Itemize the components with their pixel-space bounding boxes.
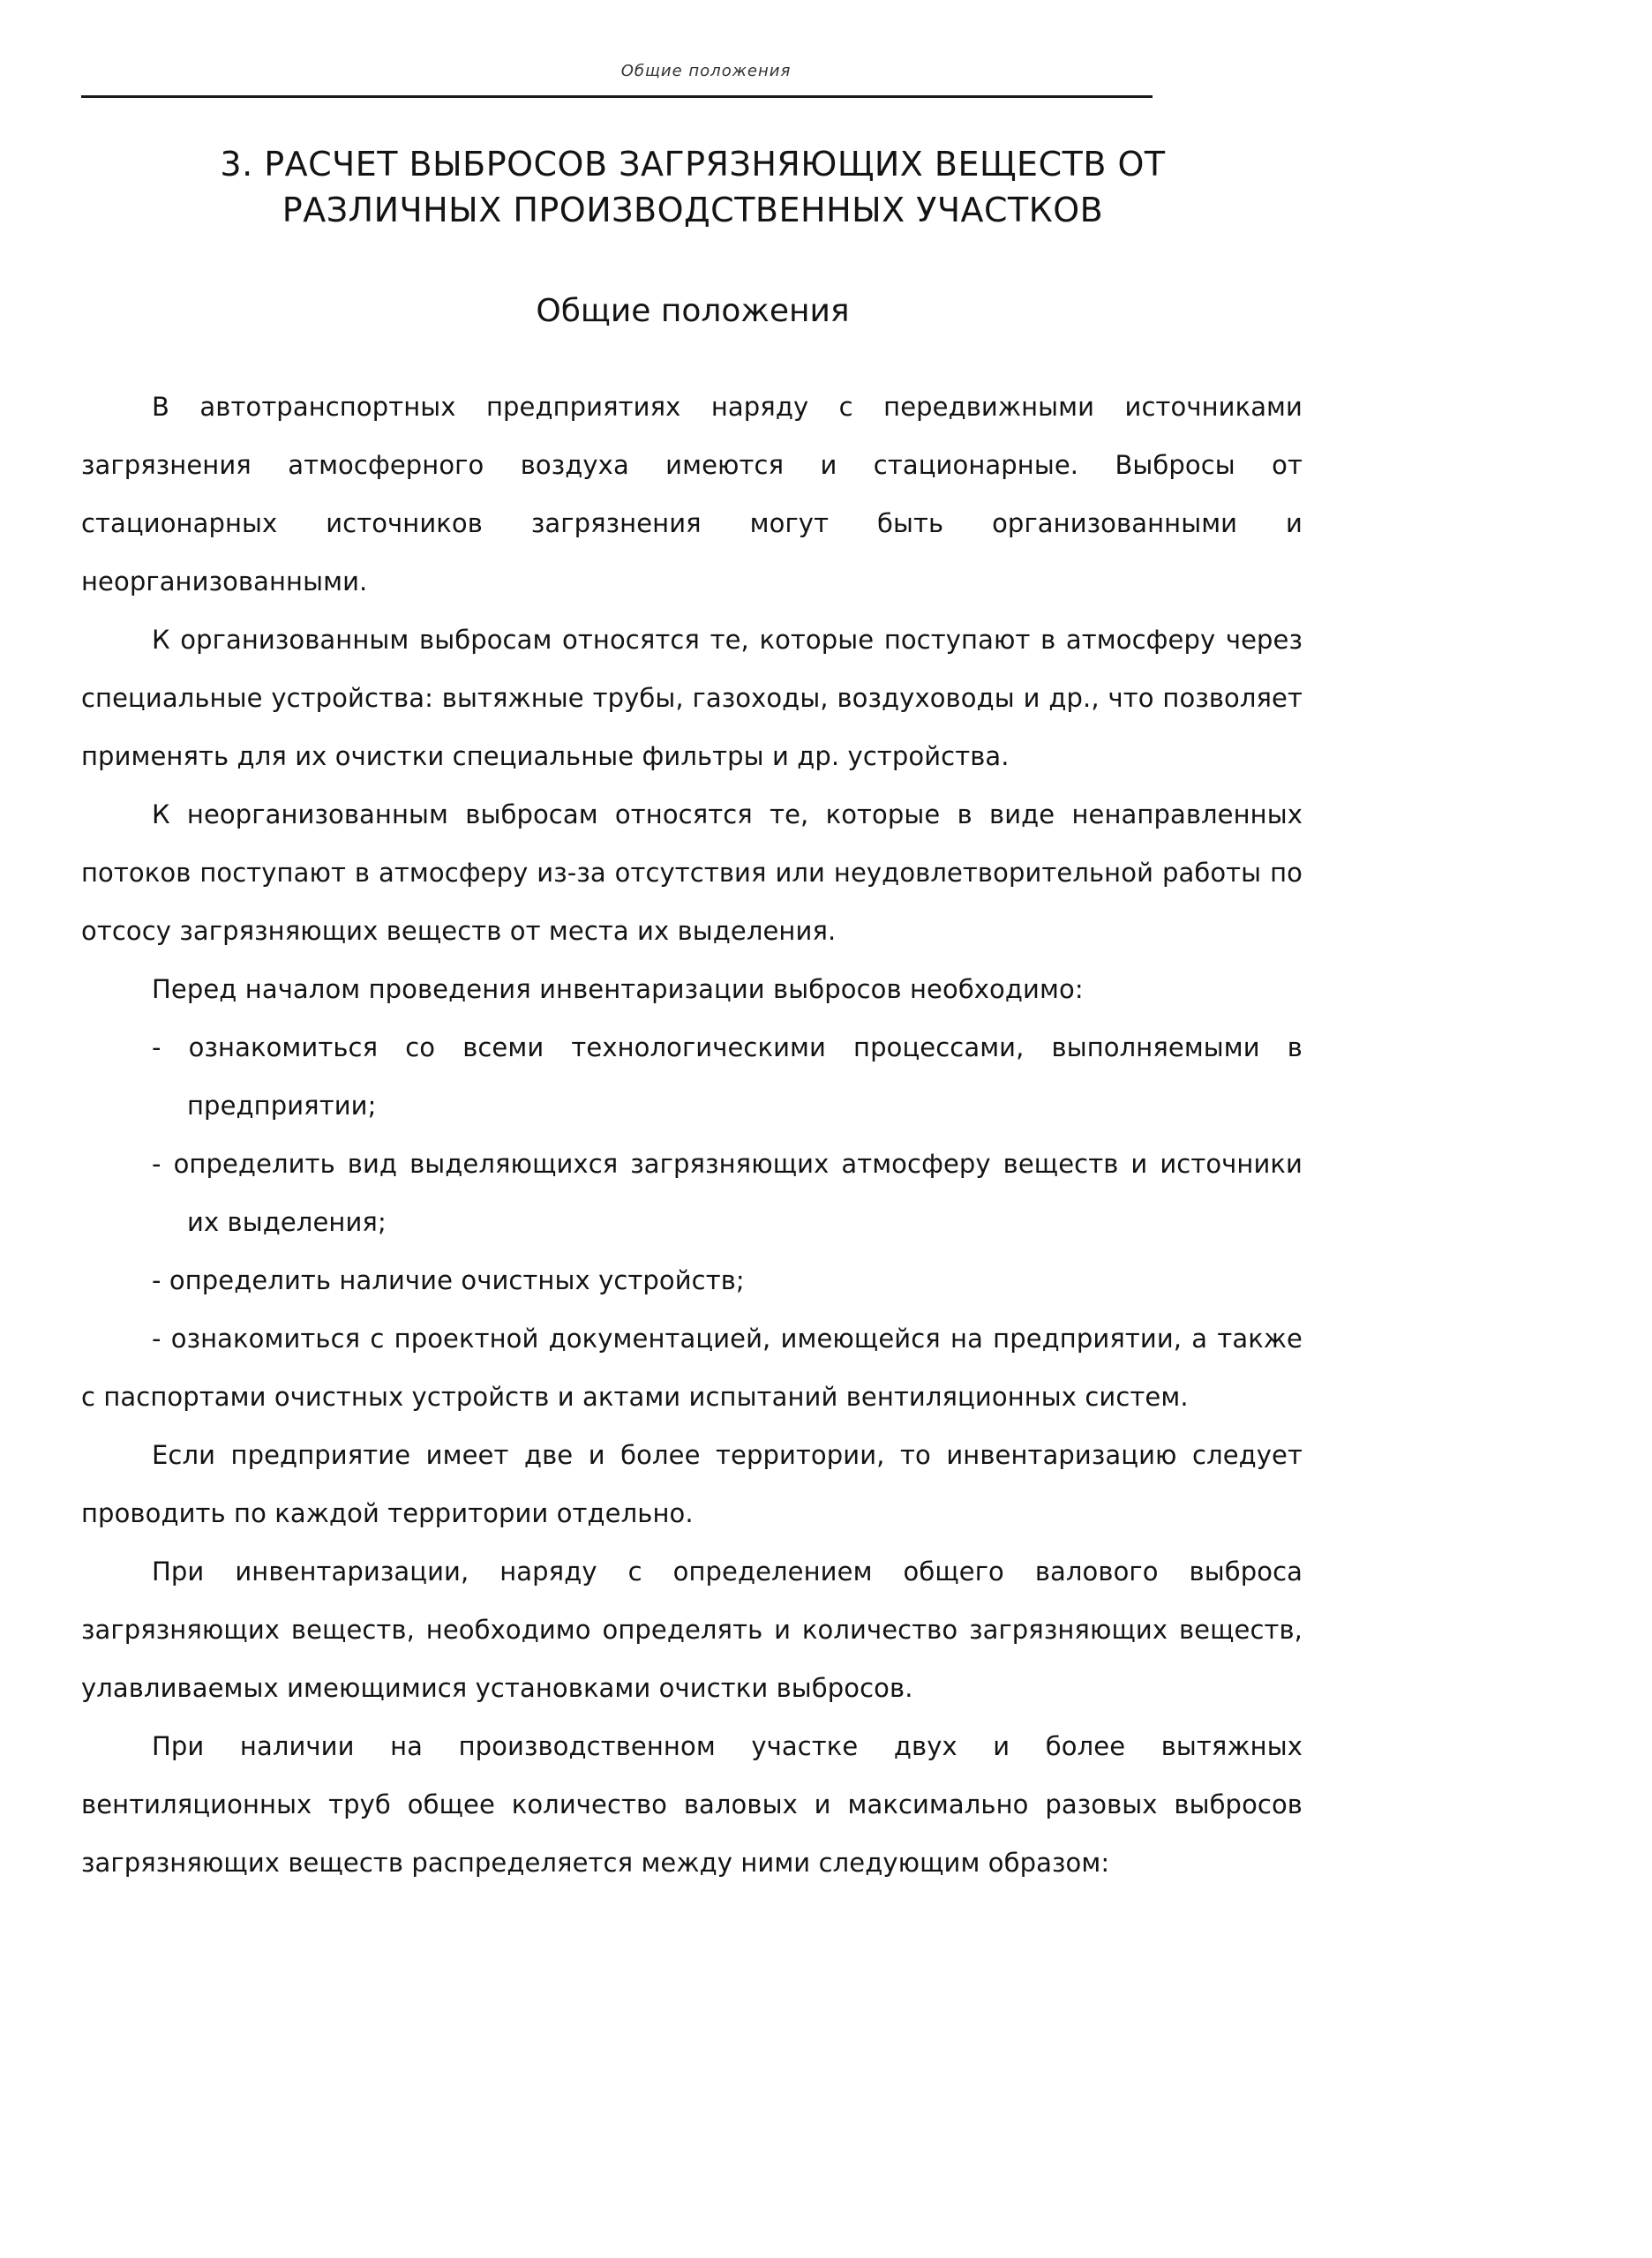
paragraph-multiple-stacks: При наличии на производственном участке двух и более вытяжных вентиляционных труб общее количество валовых и максимально разовых выбросов загрязняющих веществ распределяется между ними следующим образом: (81, 1731, 1303, 1878)
list-item-documentation: - ознакомиться с проектной документацией, имеющейся на предприятии, а также с паспортами очистных устройств и актами испытаний вентиляционных систем. (81, 1324, 1303, 1412)
chapter-title-line-2: РАЗЛИЧНЫХ ПРОИЗВОДСТВЕННЫХ УЧАСТКОВ (282, 191, 1104, 229)
running-head: Общие положения (620, 62, 792, 80)
paragraph-captured-substances: При инвентаризации, наряду с определением общего валового выброса загрязняющих веществ, необходимо определять и количество загрязняющих веществ, улавливаемых имеющимися установками очистки выбросов. (81, 1557, 1303, 1703)
paragraph-inventory-prereq: Перед началом проведения инвентаризации выбросов необходимо: (152, 974, 1084, 1004)
paragraph-multiple-territories: Если предприятие имеет две и более территории, то инвентаризацию следует проводить по каждой территории отдельно. (81, 1440, 1303, 1528)
paragraph-organized-emissions: К организованным выбросам относятся те, которые поступают в атмосферу через специальные устройства: вытяжные трубы, газоходы, воздуховоды и др., что позволяет применять для их очистки специальные фильтры и др. устройства. (81, 625, 1303, 771)
header-rule (81, 95, 1153, 98)
chapter-title-line-1: 3. РАСЧЕТ ВЫБРОСОВ ЗАГРЯЗНЯЮЩИХ ВЕЩЕСТВ ОТ (220, 145, 1166, 184)
paragraph-sources-intro: В автотранспортных предприятиях наряду с передвижными источниками загрязнения атмосферного воздуха имеются и стационарные. Выбросы от стационарных источников загрязнения могут быть организованными и неорганизованными. (81, 392, 1303, 596)
paragraph-unorganized-emissions: К неорганизованным выбросам относятся те, которые в виде ненаправленных потоков поступают в атмосферу из-за отсутствия или неудовлетворительной работы по отсосу загрязняющих веществ от места их выделения. (81, 799, 1303, 946)
list-item-processes: - ознакомиться со всеми технологическими процессами, выполняемыми в предприятии; (152, 1032, 1303, 1121)
body-text (81, 378, 1303, 1892)
list-item-cleaning-devices: - определить наличие очистных устройств; (152, 1265, 745, 1295)
section-title: Общие положения (536, 293, 850, 329)
chapter-title (132, 141, 1253, 233)
list-item-substances: - определить вид выделяющихся загрязняющих атмосферу веществ и источники их выделения; (152, 1149, 1303, 1237)
